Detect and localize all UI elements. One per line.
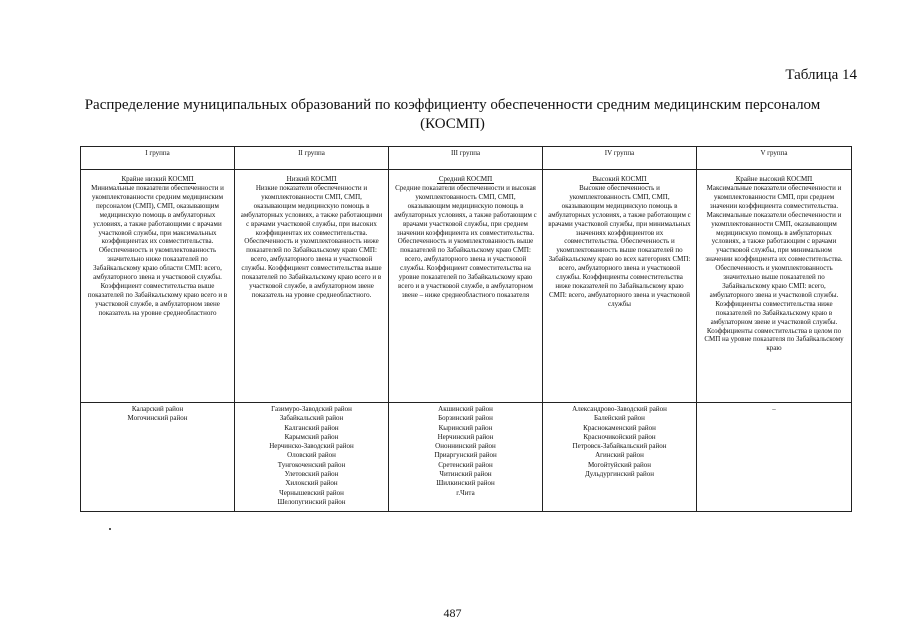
district-item: Газимуро-Заводский район (271, 405, 352, 413)
district-item: Улетовский район (284, 470, 339, 479)
level-label: Высокий КОСМП (592, 175, 647, 183)
district-list-3 (389, 403, 543, 511)
table-label: Таблица 14 (785, 67, 857, 83)
description-cell-1 (81, 170, 235, 403)
scan-artifact-dot (109, 528, 111, 530)
district-list-5 (697, 403, 851, 511)
district-item: Карымский район (284, 432, 339, 441)
district-item: Читинский район (439, 470, 492, 479)
district-item: Шилкинский район (436, 479, 495, 488)
district-item: – (772, 405, 776, 413)
district-list-4 (543, 403, 697, 511)
column-header-1: I группа (81, 147, 235, 170)
district-item: Чернышевский район (279, 488, 344, 497)
document-title (80, 96, 825, 134)
column-header-3: III группа (389, 147, 543, 170)
level-label: Крайне высокий КОСМП (735, 175, 813, 183)
description-cell-5 (697, 170, 851, 403)
district-item: Хилокский район (285, 479, 338, 488)
district-item: Каларский район (131, 405, 184, 413)
district-item: Тунгокоченский район (277, 460, 346, 469)
column-header-4: IV группа (543, 147, 697, 170)
group-table (80, 146, 852, 512)
group-description: Средние показатели обеспеченности и высокая укомплектованность СМП, СМП, оказывающим медицинскую помощь в амбулаторных условиях, а также работающим с врачами участковой службы, при среднем значении коэффициента их совместительства. Обеспеченность и укомплектованность выше показателей по Забайкальскому краю СМП: всего, амбулаторного звена и участковой службы. Коэффициент совместительства на уровне показателей по Забайкальскому краю всего и в участковой службе, в амбулаторном звене – ниже среднеобластного показателя (394, 184, 537, 299)
title-line-1: Распределение муниципальных образований по коэффициенту обеспеченности средним медицинским персоналом (84, 97, 821, 113)
district-item: Петровск-Забайкальский район (572, 442, 667, 451)
district-item: Сретенский район (438, 460, 493, 469)
district-item: Красночикойский район (583, 432, 656, 441)
district-list-1 (81, 403, 235, 511)
district-item: Дульдургинский район (585, 470, 654, 479)
district-list-2 (235, 403, 389, 511)
district-item: Агинский район (595, 451, 644, 460)
district-item: Акшинский район (438, 405, 493, 413)
district-item: Могойтуйский район (587, 460, 652, 469)
district-item: Калганский район (284, 423, 339, 432)
district-item: Могочинский район (127, 414, 188, 423)
group-description: Низкие показатели обеспеченности и укомплектованности СМП, СМП, оказывающим медицинскую помощь в амбулаторных условиях, а также работающими с врачами участковой службы, при высоких коэффициентах их совместительства. Обеспеченность и укомплектованность ниже показателей по Забайкальскому краю СМП: всего, амбулаторного звена и участковой службы. Коэффициент совместительства выше показателей по Забайкальскому краю всего и в участковой службе, в амбулаторном звене показатель на уровне среднеобластного. (240, 184, 383, 299)
district-item: Ононнинский район (435, 442, 496, 451)
description-cell-4 (543, 170, 697, 403)
district-item: Забайкальский район (279, 414, 344, 423)
district-item: Приаргунский район (434, 451, 497, 460)
district-item: Балейский район (594, 414, 645, 423)
group-description: Минимальные показатели обеспеченности и укомплектованности средним медицинским персоналом (СМП), СМП, оказывающим медицинскую помощь в амбулаторных условиях, а также работающими с врачами участковой службы, при максимальных коэффициентах их совместительства. Обеспеченность и укомплектованность значительно ниже показателей по Забайкальскому краю области СМП: всего, амбулаторного звена и участковой службы. Коэффициент совместительства выше показателей по Забайкальскому краю всего и в участковой службе, в амбулаторном звене показатель на уровне среднеобластного (87, 184, 228, 317)
group-description: Высокие обеспеченность и укомплектованность СМП, СМП, оказывающим медицинскую помощь в амбулаторных условиях, а также работающим с врачами участковой службы, при минимальных значениях коэффициентов их совместительства. Обеспеченность и укомплектованность выше показателей по Забайкальскому краю во всех категориях СМП: всего, амбулаторного звена и участковой службы. Коэффициенты совместительства ниже показателей по Забайкальскому краю СМП: всего, амбулаторного звена и участковой службы (548, 184, 691, 308)
district-item: Краснокаменский район (583, 423, 656, 432)
description-cell-2 (235, 170, 389, 403)
column-header-5: V группа (697, 147, 851, 170)
level-label: Средний КОСМП (438, 175, 493, 183)
district-item: Шелопугинский район (277, 497, 346, 506)
page-number: 487 (443, 606, 462, 620)
district-item: Нерчинский район (437, 432, 494, 441)
district-item: Оловский район (287, 451, 336, 460)
district-item: Нерчинско-Заводский район (269, 442, 354, 451)
column-header-2: II группа (235, 147, 389, 170)
district-item: г.Чита (456, 488, 475, 497)
district-item: Борзинский район (438, 414, 493, 423)
group-description: Максимальные показатели обеспеченности и укомплектованности СМП, при среднем значении коэффициента совместительства. Максимальные показатели обеспеченности и укомплектованности СМП, оказывающим медицинскую помощь в амбулаторных условиях, а также работающим с врачами участковой службы, при минимальном значении коэффициента их совместительства. Обеспеченность и укомплектованность значительно выше показателей по Забайкальскому краю СМП: всего, амбулаторного звена и участковой службы. Коэффициенты совместительства ниже показателей по Забайкальскому краю в амбулаторном звене и участковой службы. Коэффициенты совместительства в целом по СМП на уровне показателя по Забайкальскому краю (704, 184, 844, 353)
level-label: Крайне низкий КОСМП (121, 175, 194, 183)
district-item: Александрово-Заводский район (572, 405, 667, 413)
description-cell-3 (389, 170, 543, 403)
district-item: Кыринский район (438, 423, 493, 432)
level-label: Низкий КОСМП (286, 175, 337, 183)
title-line-2: (КОСМП) (420, 116, 485, 132)
